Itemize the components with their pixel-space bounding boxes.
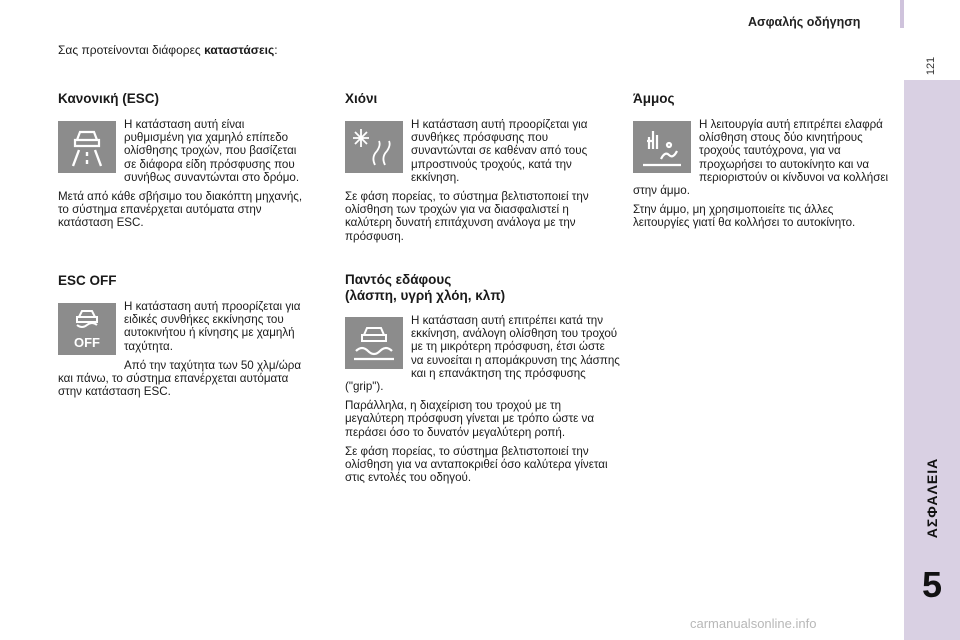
intro-text: [58, 43, 278, 57]
section-snow-p2: Σε φάση πορείας, το σύστημα βελτιστοποιεί την ολίσθηση των τροχών για να διασφαλιστεί η καλύτερη δυνατή επιτάχυνση ανάλογα με την πρόσφυση.: [345, 190, 589, 243]
section-snow: [345, 91, 615, 249]
section-esc-off-p2: Από την ταχύτητα των 50 χλμ/ώρα και πάνω, το σύστημα επανέρχεται αυτόματα στην κατάσταση ESC.: [58, 358, 302, 399]
chapter-label: ΑΣΦΑΛΕΙΑ: [924, 457, 940, 539]
section-sand-p2: Στην άμμο, μη χρησιμοποιείτε τις άλλες λειτουργίες γιατί θα κολλήσει το αυτοκίνητο.: [633, 203, 856, 230]
section-snow-p1: Η κατάσταση αυτή προορίζεται για συνθήκες πρόσφυσης που συναντώνται σε καθέναν από τους μπροστινούς τροχούς, κατά την εκκίνηση.: [411, 118, 588, 184]
watermark: carmanualsonline.info: [690, 616, 817, 631]
snow-icon: [345, 121, 403, 173]
esc-off-icon-text: OFF: [74, 335, 100, 350]
section-title-normal: Κανονική (ESC): [58, 91, 160, 106]
section-all-terrain-p3: Σε φάση πορείας, το σύστημα βελτιστοποιεί την ολίσθηση για να ανταποκριθεί όσο καλύτερα γίνεται στις εντολές του οδηγού.: [345, 444, 608, 485]
section-sand: [633, 91, 893, 236]
section-normal-p2: Μετά από κάθε σβήσιμο του διακόπτη μηχανής, το σύστημα επανέρχεται αυτόματα στην κατάσταση ESC.: [58, 190, 303, 230]
header-accent-bar: [900, 0, 904, 28]
page-number: 121: [925, 56, 938, 76]
mud-icon: [345, 317, 403, 369]
section-title-snow: Χιόνι: [345, 91, 378, 106]
section-all-terrain: [345, 272, 620, 490]
section-esc-off: [58, 273, 303, 404]
chapter-number: 5: [921, 564, 943, 605]
section-normal-p1: Η κατάσταση αυτή είναι ρυθμισμένη για χαμηλό επίπεδο ολίσθησης τροχών, που βασίζεται σε διάφορα είδη πρόσφυσης που συνήθως συναντώνται στο δρόμο.: [124, 118, 300, 184]
intro-suffix: :: [274, 43, 278, 57]
section-esc-off-p1: Η κατάσταση αυτή προορίζεται για ειδικές συνθήκες εκκίνησης του αυτοκινήτου ή κίνησης με χαμηλή ταχύτητα.: [124, 300, 301, 353]
section-all-terrain-p1: Η κατάσταση αυτή επιτρέπει κατά την εκκίνηση, ανάλογη ολίσθηση του τροχού με τη μικρότερη πρόσφυση, έτσι ώστε να ευνοείται η απομάκρυνση της λάσπης και η επανάκτηση της πρόσφυσης ("grip").: [345, 314, 620, 394]
chapter-side-band: [904, 80, 960, 640]
section-title-sand: Άμμος: [633, 91, 675, 106]
section-sand-p1: Η λειτουργία αυτή επιτρέπει ελαφρά ολίσθηση στους δύο κινητήρους τροχούς ταυτόχρονα, για να προχωρήσει το αυτοκίνητο και να περιοριστούν οι κίνδυνοι να κολλήσει στην άμμο.: [633, 118, 889, 198]
section-normal: [58, 91, 303, 236]
intro-bold: καταστάσεις: [204, 43, 275, 57]
section-title-all-terrain: Παντός εδάφους (λάσπη, υγρή χλόη, κλπ): [345, 272, 506, 303]
esc-off-icon: [58, 303, 116, 355]
section-title: Ασφαλής οδήγηση: [748, 15, 861, 29]
intro-plain: Σας προτείνονται διάφορες: [58, 43, 205, 57]
normal-road-icon: [58, 121, 116, 173]
sand-icon: [633, 121, 691, 173]
section-title-esc-off: ESC OFF: [58, 273, 117, 288]
section-all-terrain-p2: Παράλληλα, η διαχείριση του τροχού με τη μεγαλύτερη πρόσφυση γίνεται με τρόπο ώστε να περάσει όσο το δυνατόν μεγαλύτερη ροπή.: [345, 399, 595, 439]
